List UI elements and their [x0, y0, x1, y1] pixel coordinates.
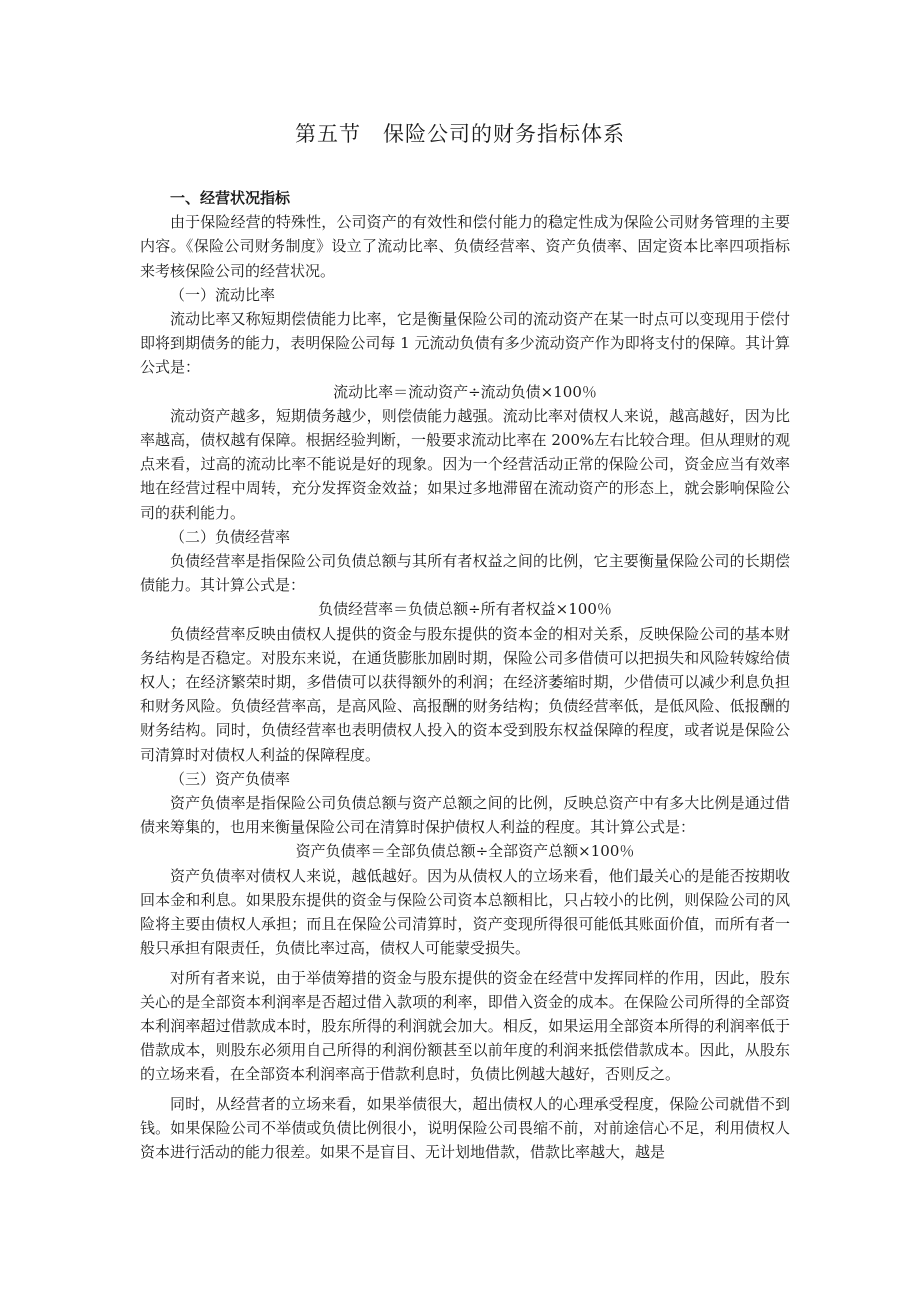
paragraph: 由于保险经营的特殊性，公司资产的有效性和偿付能力的稳定性成为保险公司财务管理的主要内容。《保险公司财务制度》设立了流动比率、负债经营率、资产负债率、固定资本比率四项指标来考核保险公司的经营状况。 [140, 213, 790, 280]
document-body [140, 186, 790, 1164]
subsection-heading: （三）资产负债率 [170, 769, 291, 788]
subsection-heading: （二）负债经营率 [170, 527, 291, 546]
paragraph: 流动比率又称短期偿债能力比率，它是衡量保险公司的流动资产在某一时点可以变现用于偿付即将到期债务的能力，表明保险公司每 1 元流动负债有多少流动资产作为即将支付的保障。其计算公式是： [140, 310, 790, 377]
formula: 资产负债率＝全部负债总额÷全部资产总额×100％ [295, 842, 635, 861]
page-title: 第五节 保险公司的财务指标体系 [295, 122, 625, 146]
paragraph: 同时，从经营者的立场来看，如果举债很大，超出债权人的心理承受程度，保险公司就借不到钱。如果保险公司不举债或负债比例很小，说明保险公司畏缩不前，对前途信心不足，利用债权人资本进行活动的能力很差。如果不是盲目、无计划地借款，借款比率越大，越是 [140, 1094, 790, 1161]
paragraph: 负债经营率反映由债权人提供的资金与股东提供的资本金的相对关系，反映保险公司的基本财务结构是否稳定。对股东来说，在通货膨胀加剧时期，保险公司多借债可以把损失和风险转嫁给债权人；在经济繁荣时期，多借债可以获得额外的利润；在经济萎缩时期，少借债可以减少利息负担和财务风险。负债经营率高，是高风险、高报酬的财务结构；负债经营率低，是低风险、低报酬的财务结构。同时，负债经营率也表明债权人投入的资本受到股东权益保障的程度，或者说是保险公司清算时对债权人利益的保障程度。 [140, 624, 790, 764]
paragraph: 流动资产越多，短期债务越少，则偿债能力越强。流动比率对债权人来说，越高越好，因为比率越高，债权越有保障。根据经验判断，一般要求流动比率在 200%左右比较合理。但从理财的观点来看，过高的流动比率不能说是好的现象。因为一个经营活动正常的保险公司，资金应当有效率地在经营过程中周转，充分发挥资金效益；如果过多地滞留在流动资产的形态上，就会影响保险公司的获利能力。 [140, 406, 790, 522]
paragraph: 负债经营率是指保险公司负债总额与其所有者权益之间的比例，它主要衡量保险公司的长期偿债能力。其计算公式是： [140, 552, 790, 595]
paragraph: 资产负债率对债权人来说，越低越好。因为从债权人的立场来看，他们最关心的是能否按期收回本金和利息。如果股东提供的资金与保险公司资本总额相比，只占较小的比例，则保险公司的风险将主要由债权人承担；而且在保险公司清算时，资产变现所得很可能低其账面价值，而所有者一般只承担有限责任，负债比率过高，债权人可能蒙受损失。 [140, 866, 790, 958]
paragraph: 资产负债率是指保险公司负债总额与资产总额之间的比例，反映总资产中有多大比例是通过借债来筹集的，也用来衡量保险公司在清算时保护债权人利益的程度。其计算公式是： [140, 794, 790, 837]
formula: 负债经营率＝负债总额÷所有者权益×100％ [318, 600, 612, 619]
subsection-heading: （一）流动比率 [170, 285, 276, 304]
paragraph: 对所有者来说，由于举债筹措的资金与股东提供的资金在经营中发挥同样的作用，因此，股东关心的是全部资本利润率是否超过借入款项的利率，即借入资金的成本。在保险公司所得的全部资本利润率超过借款成本时，股东所得的利润就会加大。相反，如果运用全部资本所得的利润率低于借款成本，则股东必须用自己所得的利润份额甚至以前年度的利润来抵偿借款成本。因此，从股东的立场来看，在全部资本利润率高于借款利息时，负债比例越大越好，否则反之。 [140, 968, 790, 1084]
section-heading: 一、经营状况指标 [170, 189, 291, 207]
formula: 流动比率＝流动资产÷流动负债×100％ [333, 382, 597, 401]
